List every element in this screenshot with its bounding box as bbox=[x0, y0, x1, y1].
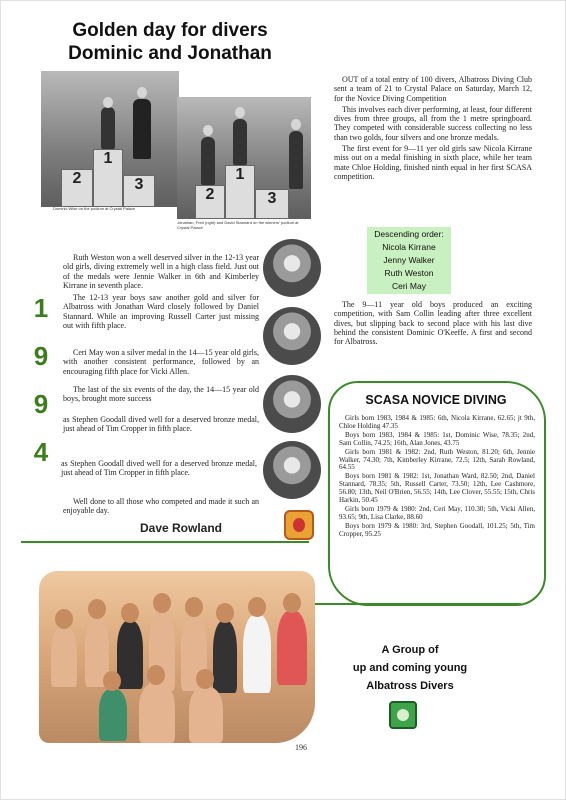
official-figure bbox=[133, 99, 151, 159]
diver-figure bbox=[201, 137, 215, 185]
group-member-head bbox=[153, 593, 171, 613]
article-paragraph: as Stephen Goodall dived well for a deserved bronze medal, just ahead of Tim Cropper in fifth place. bbox=[61, 459, 257, 478]
article-paragraph: The 12-13 year boys saw another gold and silver for Albatross with Jonathan Ward closely followed by Daniel Stannard. While an improving Russell Carter just missing out with fifth place. bbox=[63, 293, 259, 330]
year-digit: 1 bbox=[33, 293, 49, 323]
group-member-head bbox=[248, 597, 266, 617]
podium-block-2: 2 bbox=[61, 169, 93, 207]
group-member-head bbox=[283, 593, 301, 613]
diver-head bbox=[291, 119, 301, 130]
podium-photo-1 bbox=[41, 71, 179, 207]
portrait-photo bbox=[263, 441, 321, 499]
albatross-club-logo-icon bbox=[389, 701, 417, 729]
descending-order-box bbox=[367, 227, 451, 294]
descending-order-name: Nicola Kirrane bbox=[382, 242, 436, 252]
group-member-head bbox=[147, 665, 165, 685]
group-member-head bbox=[185, 597, 203, 617]
results-box-body bbox=[339, 415, 535, 540]
podium-photo-2 bbox=[177, 97, 311, 219]
headline-line-2: Dominic and Jonathan bbox=[68, 43, 272, 64]
headline-line-1: Golden day for divers bbox=[72, 20, 268, 41]
article-paragraph: The first event for 9—11 yer old girls saw Nicola Kirrane miss out on a medal finishing in sixth place, while her team mate Chloe Holding, finished ninth equal in her first SCASA competition. bbox=[334, 144, 532, 181]
year-digit: 9 bbox=[33, 389, 49, 419]
page-number: 196 bbox=[295, 743, 307, 752]
group-photo-caption bbox=[341, 641, 479, 695]
group-member-head bbox=[216, 603, 234, 623]
results-paragraph: Boys born 1981 & 1982: 1st, Jonathan Ward, 82.50; 2nd, Daniel Stannard, 78.35; 5th, Russell Carter, 73.50; 12th, Lee Cashmore, 56.80; 13th, Neil O'Brien, 56.55; 14th, Lee Clover, 55.55; 15th, Chris Harkin, 50.45 bbox=[339, 472, 535, 505]
article-intro-column bbox=[334, 75, 532, 183]
group-member bbox=[189, 687, 223, 743]
diver-head bbox=[203, 125, 213, 136]
group-member bbox=[51, 627, 77, 687]
podium-block-3: 3 bbox=[255, 189, 289, 219]
descending-order-name: Jenny Walker bbox=[383, 255, 435, 265]
results-box-title: SCASA NOVICE DIVING bbox=[365, 393, 507, 407]
article-paragraph: Ruth Weston won a well deserved silver in the 12-13 year old girls, diving extremely well in a high class field. Just out of the medals were Jennie Walker in 6th and Kimberley Kirrane in seventh place. bbox=[63, 253, 259, 290]
photo-2-caption: Jonathan, Fred (right) and David Stannard on the winners' podium at Crystal Palace bbox=[177, 220, 299, 230]
article-paragraph: as Stephen Goodall dived well for a deserved bronze medal, just ahead of Tim Cropper in fifth place. bbox=[63, 415, 259, 434]
group-member-head bbox=[88, 599, 106, 619]
descending-order-title: Descending order: bbox=[374, 229, 444, 239]
group-caption-line: A Group of bbox=[381, 644, 439, 656]
podium-block-1: 1 bbox=[93, 149, 123, 207]
results-paragraph: Boys born 1983, 1984 & 1985: 1st, Dominic Wise, 78.35; 2nd, Sam Collin, 74.25; 16th, Alan Jones, 43.75 bbox=[339, 430, 535, 447]
descending-order-name: Ruth Weston bbox=[384, 268, 434, 278]
article-paragraph: Ceri May won a silver medal in the 14—15 year old girls, with another consistent performance, followed by an encouraging fifth place for Vicki Allen. bbox=[63, 348, 259, 376]
portrait-photo bbox=[263, 239, 321, 297]
green-divider-line bbox=[301, 603, 521, 605]
club-badge-icon bbox=[284, 510, 314, 540]
year-digit: 4 bbox=[33, 437, 49, 467]
group-member bbox=[139, 683, 175, 743]
year-digit: 9 bbox=[33, 341, 49, 371]
article-paragraph: Well done to all those who competed and made it such an enjoyable day. bbox=[63, 497, 259, 516]
group-photo bbox=[39, 571, 315, 743]
group-member-head bbox=[196, 669, 214, 689]
group-caption-line: up and coming young bbox=[352, 662, 468, 674]
group-member-head bbox=[103, 671, 121, 691]
group-caption-line: Albatross Divers bbox=[366, 680, 454, 692]
official-head bbox=[137, 87, 147, 98]
green-divider-line bbox=[21, 541, 309, 543]
results-paragraph: Boys born 1979 & 1980: 3rd, Stephen Goodall, 101.25; 5th, Tim Cropper, 95.25 bbox=[339, 521, 535, 538]
diver-figure bbox=[233, 119, 247, 165]
group-member bbox=[243, 615, 271, 693]
group-member bbox=[213, 621, 237, 693]
group-member bbox=[99, 689, 127, 741]
portrait-photo bbox=[263, 375, 321, 433]
article-headline bbox=[41, 19, 299, 65]
portrait-photo bbox=[263, 307, 321, 365]
podium-block-1: 1 bbox=[225, 165, 255, 219]
group-member-head bbox=[121, 603, 139, 623]
results-paragraph: Girls born 1979 & 1980: 2nd, Ceri May, 110.30; 5th, Vicki Allen, 93.65; 9th, Lisa Clarke, 88.60 bbox=[339, 504, 535, 521]
photo-1-caption: Dominic Wise on the podium at Crystal Palace bbox=[53, 206, 136, 211]
article-byline: Dave Rowland bbox=[139, 521, 223, 535]
podium-block-2: 2 bbox=[195, 185, 225, 219]
diver-head bbox=[103, 97, 113, 108]
article-paragraph: The last of the six events of the day, the 14—15 year old boys, brought more success bbox=[63, 385, 259, 404]
results-paragraph: Girls born 1983, 1984 & 1985: 6th, Nicola Kirrane, 62.65; jt 9th, Chloe Holding 47.35 bbox=[339, 414, 535, 430]
descending-order-name: Ceri May bbox=[391, 281, 426, 291]
article-paragraph: This involves each diver performing, at least, four different dives from three groups, all from the 1 metre springboard. They competed with considerable success collecting no less than two golds, four silvers and one bronze medals. bbox=[334, 104, 532, 142]
group-member-head bbox=[55, 609, 73, 629]
diver-head bbox=[235, 107, 245, 118]
article-paragraph: OUT of a total entry of 100 divers, Albatross Diving Club sent a team of 21 to Crystal Palace on Saturday, March 12, for the Novice Diving Competition bbox=[334, 75, 532, 103]
diver-figure bbox=[101, 107, 115, 149]
podium-block-3: 3 bbox=[123, 175, 155, 207]
results-paragraph: Girls born 1981 & 1982: 2nd, Ruth Weston, 81.20; 6th, Jennie Walker, 74.30; 7th, Kimberley Kirrane, 72.5; 12th, Sarah Rowland, 64.55 bbox=[339, 447, 535, 472]
boys-9-11-paragraph: The 9—11 year old boys produced an exciting competition, with Sam Collin leading after three excellent dives, but slipping back to second place with his last dive behind the consistent Dominic O'Keeffe. A first and second for Albatross. bbox=[334, 300, 532, 347]
group-member bbox=[277, 611, 307, 685]
diver-figure bbox=[289, 131, 303, 189]
